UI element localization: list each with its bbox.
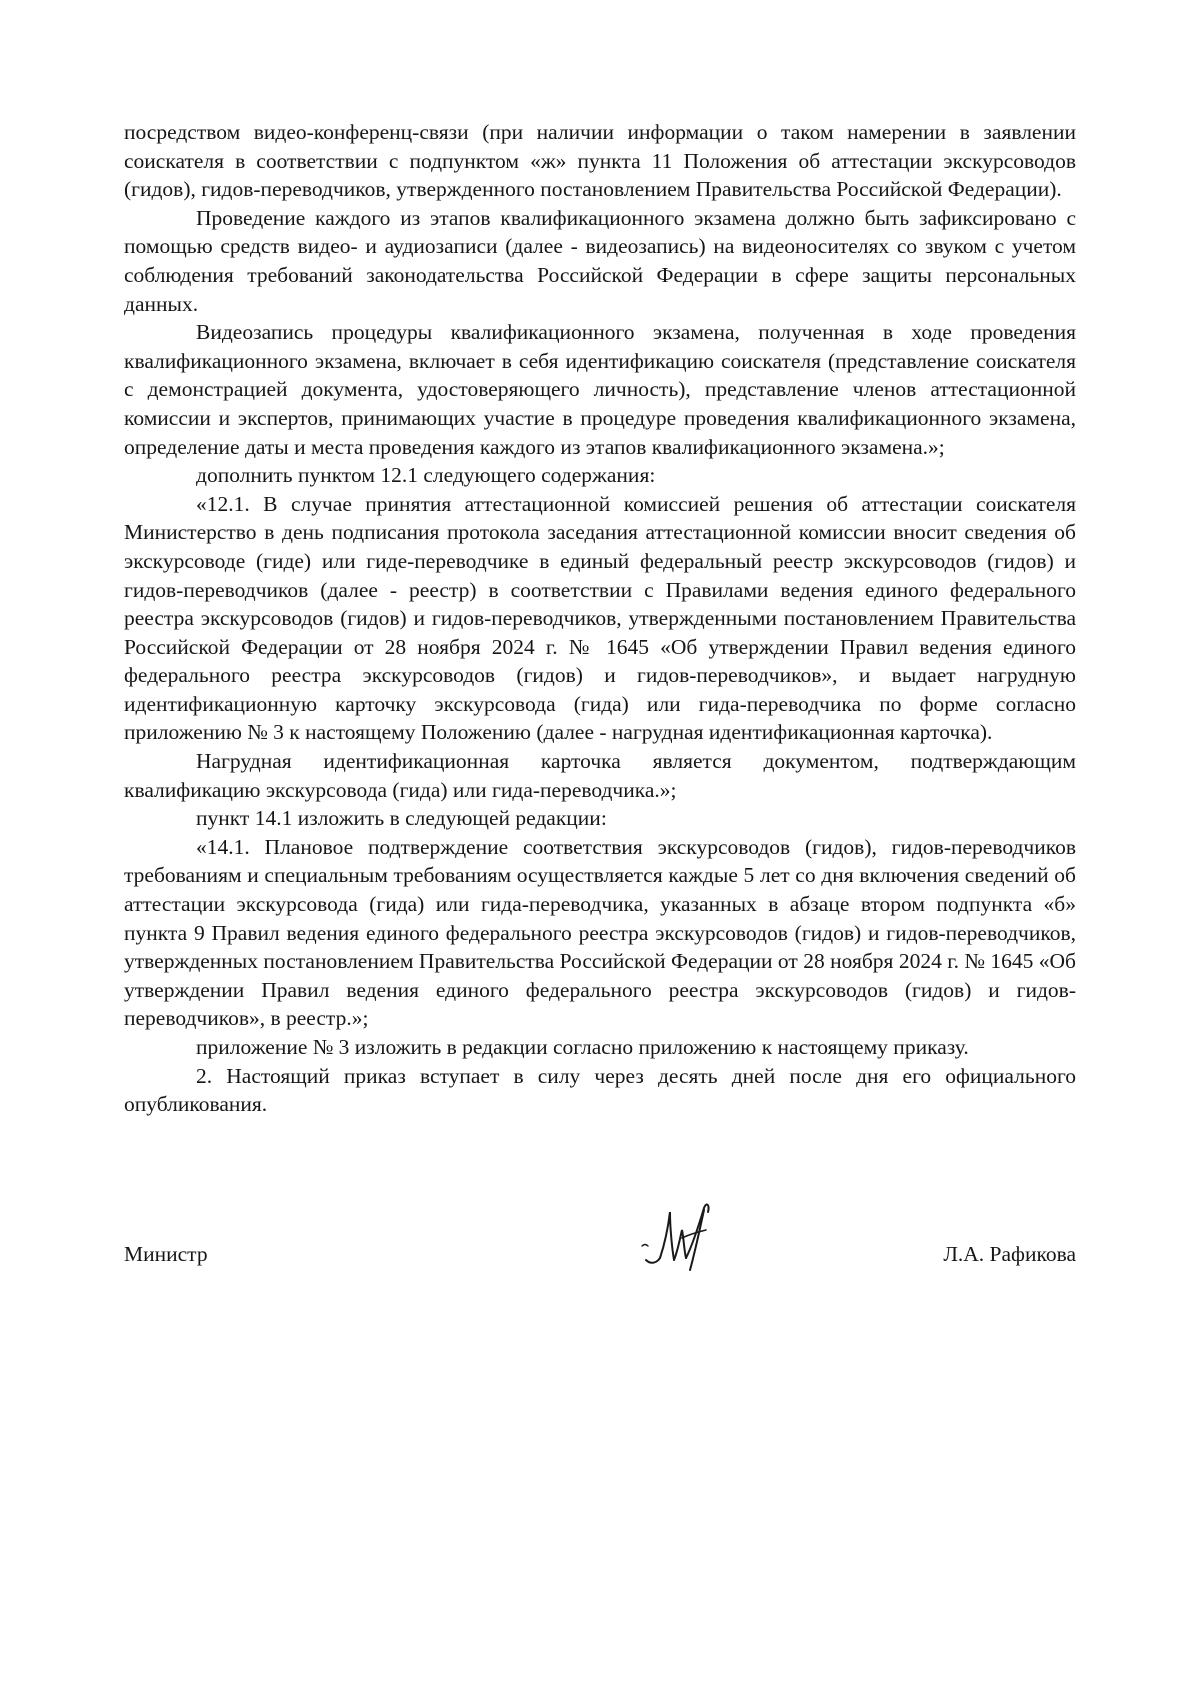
paragraph-clause-14-1-intro: пункт 14.1 изложить в следующей редакции: bbox=[196, 806, 607, 831]
paragraph-badge-definition: Нагрудная идентификационная карточка является документом, подтверждающим квалификацию экскурсовода (гида) или гида-переводчика.»; bbox=[124, 749, 1076, 802]
signature-block bbox=[124, 1222, 1076, 1302]
paragraph-add-clause-12-1: дополнить пунктом 12.1 следующего содержания: bbox=[196, 463, 656, 488]
signatory-title: Министр bbox=[124, 1242, 208, 1266]
handwritten-signature-icon bbox=[624, 1198, 734, 1278]
paragraph-continuation: посредством видео-конференц-связи (при наличии информации о таком намерении в заявлении соискателя в соответствии с подпунктом «ж» пункта 11 Положения об аттестации экскурсоводов (гидов), гидов-переводчиков, утвержденного постановлением Правительства Российской Федерации). bbox=[124, 120, 1076, 202]
paragraph-entry-into-force: 2. Настоящий приказ вступает в силу через десять дней после дня его официального опубликования. bbox=[124, 1063, 1076, 1117]
paragraph-video-recording: Проведение каждого из этапов квалификационного экзамена должно быть зафиксировано с помощью средств видео- и аудиозаписи (далее - видеозапись) на видеоносителях со звуком с учетом соблюдения требований законодательства Российской Федерации в сфере защиты персональных данных. bbox=[124, 205, 1076, 316]
paragraph-clause-14-1: «14.1. Плановое подтверждение соответствия экскурсоводов (гидов), гидов-переводчиков требованиям и специальным требованиям осуществляется каждые 5 лет со дня включения сведений об аттестации экскурсовода (гида) или гида-переводчика, указанных в абзаце втором подпункта «б» пункта 9 Правил ведения единого федерального реестра экскурсоводов (гидов) и гидов-переводчиков, утвержденных постановлением Правительства Российской Федерации от 28 ноября 2024 г. № 1645 «Об утверждении Правил ведения единого федерального реестра экскурсоводов (гидов) и гидов-переводчиков», в реестр.»; bbox=[124, 834, 1076, 1031]
paragraph-video-content: Видеозапись процедуры квалификационного экзамена, полученная в ходе проведения квалификационного экзамена, включает в себя идентификацию соискателя (представление соискателя с демонстрацией документа, удостоверяющего личность), представление членов аттестационной комиссии и экспертов, принимающих участие в процедуре проведения квалификационного экзамена, определение даты и места проведения каждого из этапов квалификационного экзамена.»; bbox=[124, 320, 1076, 459]
paragraph-clause-12-1: «12.1. В случае принятия аттестационной комиссией решения об аттестации соискателя Министерство в день подписания протокола заседания аттестационной комиссии вносит сведения об экскурсоводе (гиде) или гиде-переводчике в единый федеральный реестр экскурсоводов (гидов) и гидов-переводчиков (далее - реестр) в соответствии с Правилами ведения единого федерального реестра экскурсоводов (гидов) и гидов-переводчиков, утвержденными постановлением Правительства Российской Федерации от 28 ноября 2024 г. № 1645 «Об утверждении Правил ведения единого федерального реестра экскурсоводов (гидов) и гидов-переводчиков», и выдает нагрудную идентификационную карточку экскурсовода (гида) или гида-переводчика по форме согласно приложению № 3 к настоящему Положению (далее - нагрудная идентификационная карточка). bbox=[124, 491, 1076, 745]
signatory-name: Л.А. Рафикова bbox=[943, 1242, 1076, 1266]
document-body bbox=[124, 118, 1076, 1119]
paragraph-appendix-3: приложение № 3 изложить в редакции согласно приложению к настоящему приказу. bbox=[196, 1035, 969, 1059]
